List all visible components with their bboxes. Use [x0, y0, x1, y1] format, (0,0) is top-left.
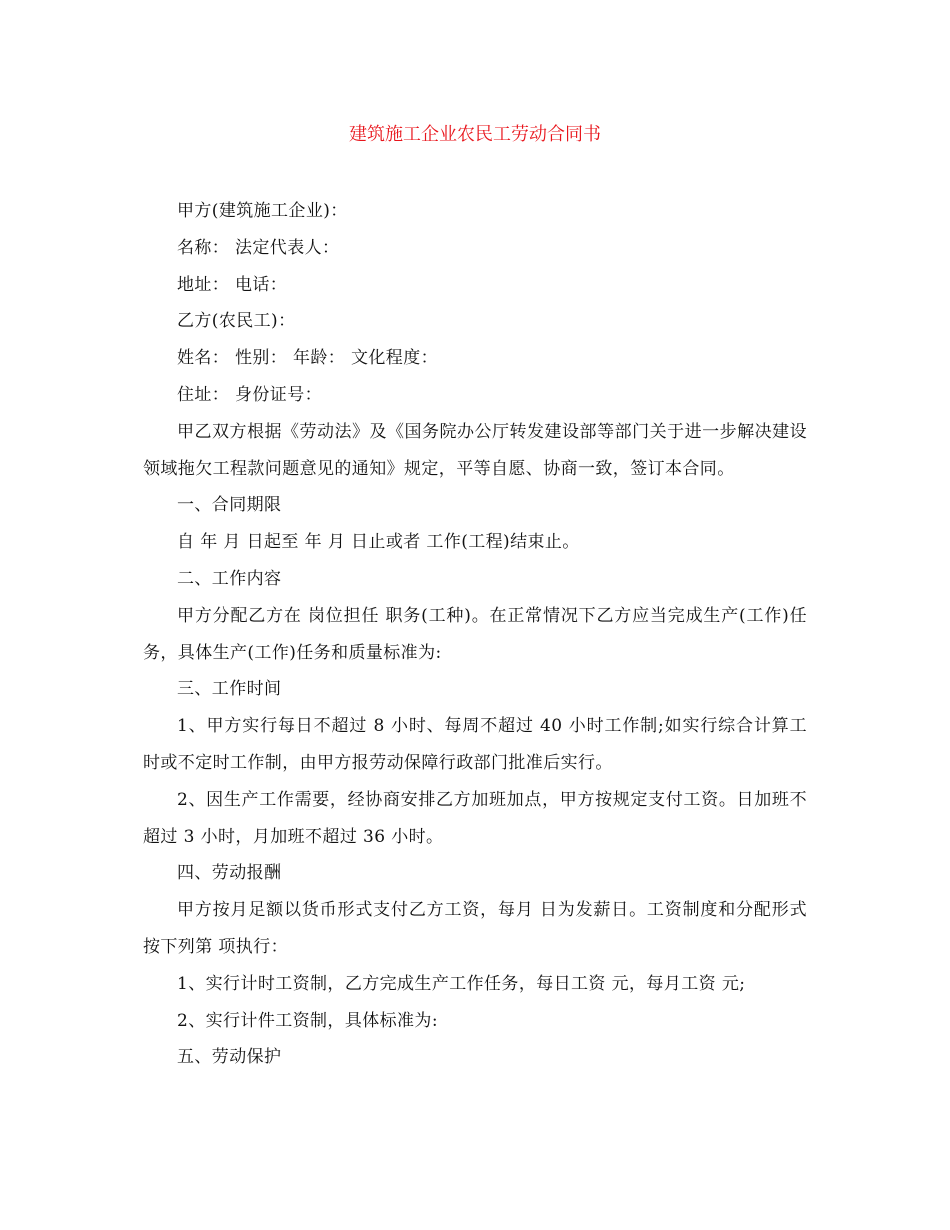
preamble-paragraph: 甲乙双方根据《劳动法》及《国务院办公厅转发建设部等部门关于进一步解决建设领域拖欠工程款问题意见的通知》规定，平等自愿、协商一致，签订本合同。 — [143, 421, 807, 479]
term-paragraph: 自 年 月 日起至 年 月 日止或者 工作(工程)结束止。 — [177, 532, 580, 553]
party-b-address-field: 住址： 身份证号： — [177, 384, 323, 405]
remuneration-item-2: 2、实行计件工资制，具体标准为: — [177, 1010, 438, 1031]
party-b-heading: 乙方(农民工)： — [177, 311, 296, 332]
document-body — [143, 193, 807, 1076]
work-hours-item-2: 2、因生产工作需要，经协商安排乙方加班加点，甲方按规定支付工资。日加班不超过 3 小时，月加班不超过 36 小时。 — [143, 789, 807, 847]
party-b-info-field: 姓名： 性别： 年龄： 文化程度： — [177, 348, 439, 369]
remuneration-item-1: 1、实行计时工资制，乙方完成生产工作任务，每日工资 元，每月工资 元; — [177, 973, 746, 994]
work-content-paragraph: 甲方分配乙方在 岗位担任 职务(工种)。在正常情况下乙方应当完成生产(工作)任务，具体生产(工作)任务和质量标准为: — [143, 605, 807, 663]
party-a-address-field: 地址： 电话： — [177, 274, 288, 295]
party-a-name-field: 名称： 法定代表人： — [177, 237, 340, 258]
document-title: 建筑施工企业农民工劳动合同书 — [349, 124, 601, 145]
section-heading-labor-protection: 五、劳动保护 — [177, 1047, 282, 1068]
work-hours-item-1: 1、甲方实行每日不超过 8 小时、每周不超过 40 小时工作制;如实行综合计算工时或不定时工作制，由甲方报劳动保障行政部门批准后实行。 — [143, 716, 807, 773]
party-a-heading: 甲方(建筑施工企业)： — [177, 201, 348, 221]
section-heading-term: 一、合同期限 — [177, 495, 282, 516]
remuneration-paragraph: 甲方按月足额以货币形式支付乙方工资，每月 日为发薪日。工资制度和分配形式按下列第 项执行： — [143, 900, 807, 957]
section-heading-remuneration: 四、劳动报酬 — [177, 863, 282, 884]
section-heading-work-hours: 三、工作时间 — [177, 679, 282, 700]
section-heading-work-content: 二、工作内容 — [177, 568, 282, 589]
